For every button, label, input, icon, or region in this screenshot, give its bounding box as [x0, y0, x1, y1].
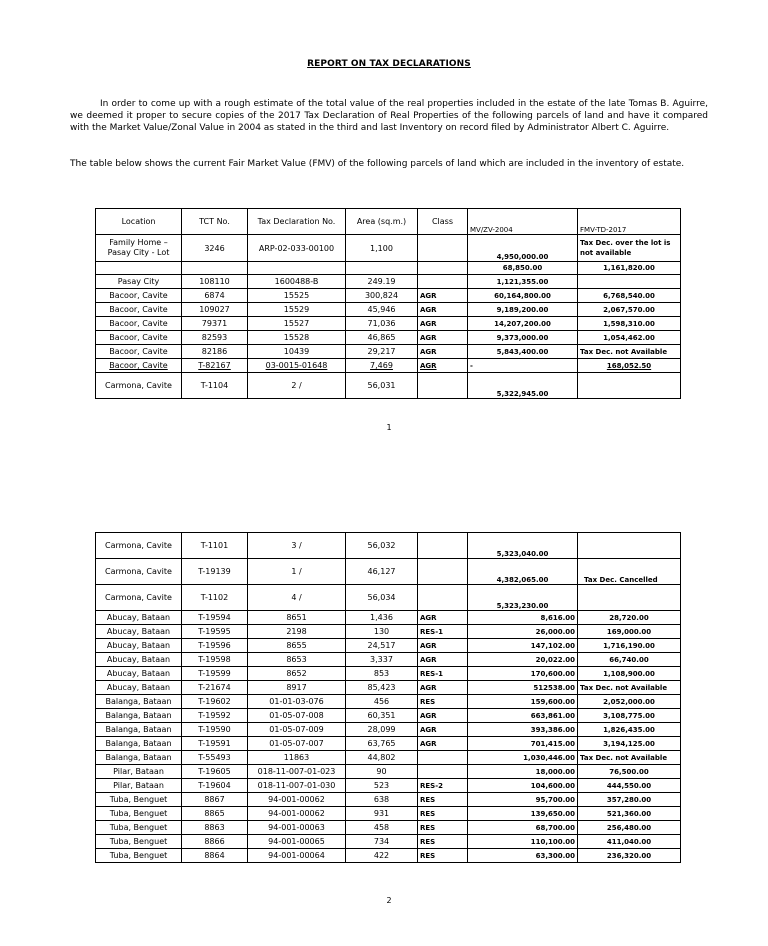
class-cell: AGR: [418, 331, 468, 345]
fmv-cell: [578, 533, 681, 559]
class-cell: AGR: [418, 345, 468, 359]
tax-dec-cell: 8652: [248, 667, 346, 681]
class-cell: AGR: [418, 723, 468, 737]
class-cell: RES: [418, 835, 468, 849]
fmv-cell: 1,161,820.00: [578, 262, 681, 275]
mv-cell: 5,322,945.00: [468, 373, 578, 399]
tct-cell: [182, 262, 248, 275]
fmv-cell: 1,716,190.00: [578, 639, 681, 653]
class-cell: [418, 585, 468, 611]
table-row: [96, 821, 681, 835]
tct-cell: T-19595: [182, 625, 248, 639]
class-cell: [418, 373, 468, 399]
tax-dec-cell: 3 /: [248, 533, 346, 559]
fmv-cell: 66,740.00: [578, 653, 681, 667]
table-row: [96, 807, 681, 821]
mv-cell: 1,030,446.00: [468, 751, 578, 765]
tax-dec-cell: [248, 262, 346, 275]
area-cell: 56,034: [346, 585, 418, 611]
mv-cell: 5,323,230.00: [468, 585, 578, 611]
class-cell: [418, 765, 468, 779]
fmv-cell: 1,108,900.00: [578, 667, 681, 681]
mv-cell: 9,373,000.00: [468, 331, 578, 345]
class-cell: [418, 559, 468, 585]
tct-cell: 8863: [182, 821, 248, 835]
tax-dec-cell: 15528: [248, 331, 346, 345]
tax-dec-cell: 94-001-00062: [248, 793, 346, 807]
location-cell: Tuba, Benguet: [96, 849, 182, 863]
location-cell: Abucay, Bataan: [96, 611, 182, 625]
tct-cell: T-19594: [182, 611, 248, 625]
mv-cell: 14,207,200.00: [468, 317, 578, 331]
col-header-fmv: FMV-TD-2017: [578, 209, 681, 235]
tax-dec-cell: 11863: [248, 751, 346, 765]
tax-dec-cell: 94-001-00064: [248, 849, 346, 863]
area-cell: 24,517: [346, 639, 418, 653]
mv-cell: 63,300.00: [468, 849, 578, 863]
location-cell: Carmona, Cavite: [96, 373, 182, 399]
location-cell: Balanga, Bataan: [96, 723, 182, 737]
table-row: [96, 667, 681, 681]
fmv-cell: 6,768,540.00: [578, 289, 681, 303]
header-row: [96, 209, 681, 235]
report-title: REPORT ON TAX DECLARATIONS: [307, 59, 471, 69]
tct-cell: 8865: [182, 807, 248, 821]
fmv-cell: 3,194,125.00: [578, 737, 681, 751]
tct-cell: T-21674: [182, 681, 248, 695]
class-cell: AGR: [418, 653, 468, 667]
tct-cell: T-1104: [182, 373, 248, 399]
tct-cell: T-19591: [182, 737, 248, 751]
area-cell: 60,351: [346, 709, 418, 723]
mv-cell: 26,000.00: [468, 625, 578, 639]
table-row: [96, 275, 681, 289]
area-cell: 931: [346, 807, 418, 821]
tax-dec-cell: 94-001-00063: [248, 821, 346, 835]
intro-paragraph: In order to come up with a rough estimate of the total value of the real properties included in the estate of the late Tomas B. Aguirre, we deemed it proper to secure copies of the 2017 Tax Declaration of Real Properties of the following parcels of land and have it compared with the Market Value/Zonal Value in 2004 as stated in the third and last Inventory on record filed by Administrator Albert C. Aguirre.: [70, 99, 708, 133]
location-cell: Bacoor, Cavite: [96, 317, 182, 331]
fmv-cell: 411,040.00: [578, 835, 681, 849]
mv-cell: 139,650.00: [468, 807, 578, 821]
fmv-cell: 256,480.00: [578, 821, 681, 835]
location-cell: Abucay, Bataan: [96, 681, 182, 695]
mv-cell: 104,600.00: [468, 779, 578, 793]
location-cell: Abucay, Bataan: [96, 639, 182, 653]
location-cell: [96, 262, 182, 275]
table-row: [96, 765, 681, 779]
tax-dec-cell: 01-05-07-007: [248, 737, 346, 751]
tct-cell: T-1102: [182, 585, 248, 611]
class-cell: [418, 533, 468, 559]
fmv-cell: [578, 373, 681, 399]
area-cell: 422: [346, 849, 418, 863]
fmv-cell: Tax Dec. over the lot is not available: [578, 235, 681, 262]
class-cell: RES: [418, 695, 468, 709]
class-cell: AGR: [418, 709, 468, 723]
tax-dec-cell: 01-01-03-076: [248, 695, 346, 709]
area-cell: 46,127: [346, 559, 418, 585]
class-cell: AGR: [418, 681, 468, 695]
area-cell: 7,469: [346, 359, 418, 373]
tct-cell: 82593: [182, 331, 248, 345]
tct-cell: 6874: [182, 289, 248, 303]
class-cell: RES-1: [418, 625, 468, 639]
area-cell: 63,765: [346, 737, 418, 751]
table-row: [96, 533, 681, 559]
fmv-cell: 444,550.00: [578, 779, 681, 793]
table-row: [96, 681, 681, 695]
tax-dec-cell: 15525: [248, 289, 346, 303]
area-cell: [346, 262, 418, 275]
tct-cell: T-19599: [182, 667, 248, 681]
tct-cell: 82186: [182, 345, 248, 359]
area-cell: 46,865: [346, 331, 418, 345]
area-cell: 1,100: [346, 235, 418, 262]
tax-dec-cell: ARP-02-033-00100: [248, 235, 346, 262]
tax-dec-cell: 8655: [248, 639, 346, 653]
class-cell: [418, 235, 468, 262]
table-row: [96, 331, 681, 345]
mv-cell: 170,600.00: [468, 667, 578, 681]
location-cell: Bacoor, Cavite: [96, 345, 182, 359]
fmv-cell: 28,720.00: [578, 611, 681, 625]
area-cell: 249.19: [346, 275, 418, 289]
area-cell: 734: [346, 835, 418, 849]
fmv-cell: 1,598,310.00: [578, 317, 681, 331]
mv-cell: 147,102.00: [468, 639, 578, 653]
tct-cell: T-19590: [182, 723, 248, 737]
location-cell: Pasay City: [96, 275, 182, 289]
tct-cell: T-55493: [182, 751, 248, 765]
class-cell: RES: [418, 849, 468, 863]
col-header-area: Area (sq.m.): [346, 209, 418, 235]
tax-dec-cell: 018-11-007-01-023: [248, 765, 346, 779]
tct-cell: T-19592: [182, 709, 248, 723]
area-cell: 56,032: [346, 533, 418, 559]
area-cell: 71,036: [346, 317, 418, 331]
fmv-cell: Tax Dec. Cancelled: [578, 559, 681, 585]
tct-cell: 8866: [182, 835, 248, 849]
tax-dec-cell: 03-0015-01648: [248, 359, 346, 373]
table-row: [96, 695, 681, 709]
area-cell: 90: [346, 765, 418, 779]
tct-cell: 108110: [182, 275, 248, 289]
table-row: [96, 709, 681, 723]
class-cell: [418, 751, 468, 765]
tct-cell: T-19602: [182, 695, 248, 709]
mv-cell: 512538.00: [468, 681, 578, 695]
class-cell: AGR: [418, 289, 468, 303]
tct-cell: T-82167: [182, 359, 248, 373]
mv-cell: 110,100.00: [468, 835, 578, 849]
location-cell: Bacoor, Cavite: [96, 359, 182, 373]
table-row: [96, 639, 681, 653]
mv-cell: 663,861.00: [468, 709, 578, 723]
fmv-cell: Tax Dec. not Available: [578, 751, 681, 765]
tct-cell: 8864: [182, 849, 248, 863]
table-row: [96, 779, 681, 793]
table-row: [96, 559, 681, 585]
mv-cell: 5,323,040.00: [468, 533, 578, 559]
tax-dec-cell: 4 /: [248, 585, 346, 611]
location-cell: Balanga, Bataan: [96, 709, 182, 723]
fmv-cell: 76,500.00: [578, 765, 681, 779]
fmv-cell: [578, 275, 681, 289]
tax-dec-cell: 94-001-00062: [248, 807, 346, 821]
location-cell: Abucay, Bataan: [96, 625, 182, 639]
page-number-2: 2: [386, 896, 392, 905]
location-cell: Bacoor, Cavite: [96, 289, 182, 303]
area-cell: 130: [346, 625, 418, 639]
mv-cell: 68,700.00: [468, 821, 578, 835]
fmv-cell: 2,067,570.00: [578, 303, 681, 317]
location-cell: Pilar, Bataan: [96, 779, 182, 793]
tct-cell: 3246: [182, 235, 248, 262]
fmv-cell: 169,000.00: [578, 625, 681, 639]
tax-dec-cell: 10439: [248, 345, 346, 359]
location-cell: Balanga, Bataan: [96, 737, 182, 751]
table-row: [96, 793, 681, 807]
mv-cell: -: [468, 359, 578, 373]
mv-cell: 18,000.00: [468, 765, 578, 779]
table-row: [96, 359, 681, 373]
mv-cell: 60,164,800.00: [468, 289, 578, 303]
fmv-cell: 1,054,462.00: [578, 331, 681, 345]
fmv-cell: 236,320.00: [578, 849, 681, 863]
mv-cell: 159,600.00: [468, 695, 578, 709]
area-cell: 638: [346, 793, 418, 807]
tct-cell: T-19605: [182, 765, 248, 779]
fmv-cell: 2,052,000.00: [578, 695, 681, 709]
area-cell: 3,337: [346, 653, 418, 667]
tax-declarations-table-1: [95, 208, 681, 399]
area-cell: 300,824: [346, 289, 418, 303]
location-cell: Carmona, Cavite: [96, 559, 182, 585]
mv-cell: 95,700.00: [468, 793, 578, 807]
class-cell: [418, 275, 468, 289]
table-row: [96, 723, 681, 737]
class-cell: AGR: [418, 317, 468, 331]
table-description: The table below shows the current Fair Market Value (FMV) of the following parcels of land which are included in the inventory of estate.: [70, 159, 685, 169]
area-cell: 29,217: [346, 345, 418, 359]
class-cell: RES-1: [418, 667, 468, 681]
col-header-location: Location: [96, 209, 182, 235]
tax-dec-cell: 8651: [248, 611, 346, 625]
location-cell: Balanga, Bataan: [96, 751, 182, 765]
location-cell: Tuba, Benguet: [96, 835, 182, 849]
tct-cell: T-19596: [182, 639, 248, 653]
class-cell: AGR: [418, 303, 468, 317]
tct-cell: 109027: [182, 303, 248, 317]
page-number-1: 1: [386, 423, 392, 432]
tct-cell: T-19598: [182, 653, 248, 667]
tax-declarations-table-2: [95, 532, 681, 863]
mv-cell: 393,386.00: [468, 723, 578, 737]
fmv-cell: 1,826,435.00: [578, 723, 681, 737]
tax-dec-cell: 2 /: [248, 373, 346, 399]
tct-cell: T-19139: [182, 559, 248, 585]
area-cell: 44,802: [346, 751, 418, 765]
area-cell: 1,436: [346, 611, 418, 625]
tax-dec-cell: 01-05-07-009: [248, 723, 346, 737]
tax-dec-cell: 15527: [248, 317, 346, 331]
table-row: [96, 373, 681, 399]
class-cell: AGR: [418, 737, 468, 751]
fmv-cell: 357,280.00: [578, 793, 681, 807]
location-cell: Abucay, Bataan: [96, 667, 182, 681]
table-row: [96, 751, 681, 765]
tax-dec-cell: 94-001-00065: [248, 835, 346, 849]
tax-dec-cell: 8917: [248, 681, 346, 695]
area-cell: 28,099: [346, 723, 418, 737]
mv-cell: 5,843,400.00: [468, 345, 578, 359]
location-cell: Family Home – Pasay City - Lot: [96, 235, 182, 262]
col-header-mv: MV/ZV-2004: [468, 209, 578, 235]
class-cell: AGR: [418, 639, 468, 653]
area-cell: 458: [346, 821, 418, 835]
area-cell: 523: [346, 779, 418, 793]
table-row: [96, 849, 681, 863]
tax-dec-cell: 8653: [248, 653, 346, 667]
area-cell: 456: [346, 695, 418, 709]
class-cell: RES: [418, 821, 468, 835]
table-row: [96, 611, 681, 625]
fmv-cell: 168,052.50: [578, 359, 681, 373]
area-cell: 45,946: [346, 303, 418, 317]
table-row: [96, 289, 681, 303]
table-row: [96, 835, 681, 849]
class-cell: RES: [418, 793, 468, 807]
location-cell: Balanga, Bataan: [96, 695, 182, 709]
class-cell: RES: [418, 807, 468, 821]
area-cell: 56,031: [346, 373, 418, 399]
location-cell: Carmona, Cavite: [96, 585, 182, 611]
col-header-tax-dec: Tax Declaration No.: [248, 209, 346, 235]
fmv-cell: Tax Dec. not Available: [578, 681, 681, 695]
location-cell: Tuba, Benguet: [96, 793, 182, 807]
fmv-cell: [578, 585, 681, 611]
location-cell: Carmona, Cavite: [96, 533, 182, 559]
table-row: [96, 262, 681, 275]
fmv-cell: 521,360.00: [578, 807, 681, 821]
class-cell: AGR: [418, 359, 468, 373]
mv-cell: 4,950,000.00: [468, 235, 578, 262]
class-cell: [418, 262, 468, 275]
area-cell: 85,423: [346, 681, 418, 695]
mv-cell: 20,022.00: [468, 653, 578, 667]
location-cell: Tuba, Benguet: [96, 807, 182, 821]
tax-dec-cell: 1 /: [248, 559, 346, 585]
area-cell: 853: [346, 667, 418, 681]
tax-dec-cell: 01-05-07-008: [248, 709, 346, 723]
table-row: [96, 303, 681, 317]
table-row: [96, 625, 681, 639]
table-row: [96, 585, 681, 611]
tct-cell: T-19604: [182, 779, 248, 793]
mv-cell: 9,189,200.00: [468, 303, 578, 317]
col-header-class: Class: [418, 209, 468, 235]
tax-dec-cell: 15529: [248, 303, 346, 317]
location-cell: Pilar, Bataan: [96, 765, 182, 779]
tax-dec-cell: 1600488-B: [248, 275, 346, 289]
tct-cell: 79371: [182, 317, 248, 331]
table-row: [96, 345, 681, 359]
location-cell: Tuba, Benguet: [96, 821, 182, 835]
tct-cell: 8867: [182, 793, 248, 807]
class-cell: AGR: [418, 611, 468, 625]
col-header-tct: TCT No.: [182, 209, 248, 235]
location-cell: Abucay, Bataan: [96, 653, 182, 667]
mv-cell: 701,415.00: [468, 737, 578, 751]
mv-cell: 8,616.00: [468, 611, 578, 625]
mv-cell: 1,121,355.00: [468, 275, 578, 289]
class-cell: RES-2: [418, 779, 468, 793]
fmv-cell: 3,108,775.00: [578, 709, 681, 723]
mv-cell: 4,382,065.00: [468, 559, 578, 585]
table-row: [96, 737, 681, 751]
mv-cell: 68,850.00: [468, 262, 578, 275]
fmv-cell: Tax Dec. not Available: [578, 345, 681, 359]
tax-dec-cell: 2198: [248, 625, 346, 639]
table-row: [96, 235, 681, 262]
location-cell: Bacoor, Cavite: [96, 331, 182, 345]
table-row: [96, 653, 681, 667]
location-cell: Bacoor, Cavite: [96, 303, 182, 317]
tax-dec-cell: 018-11-007-01-030: [248, 779, 346, 793]
tct-cell: T-1101: [182, 533, 248, 559]
table-row: [96, 317, 681, 331]
